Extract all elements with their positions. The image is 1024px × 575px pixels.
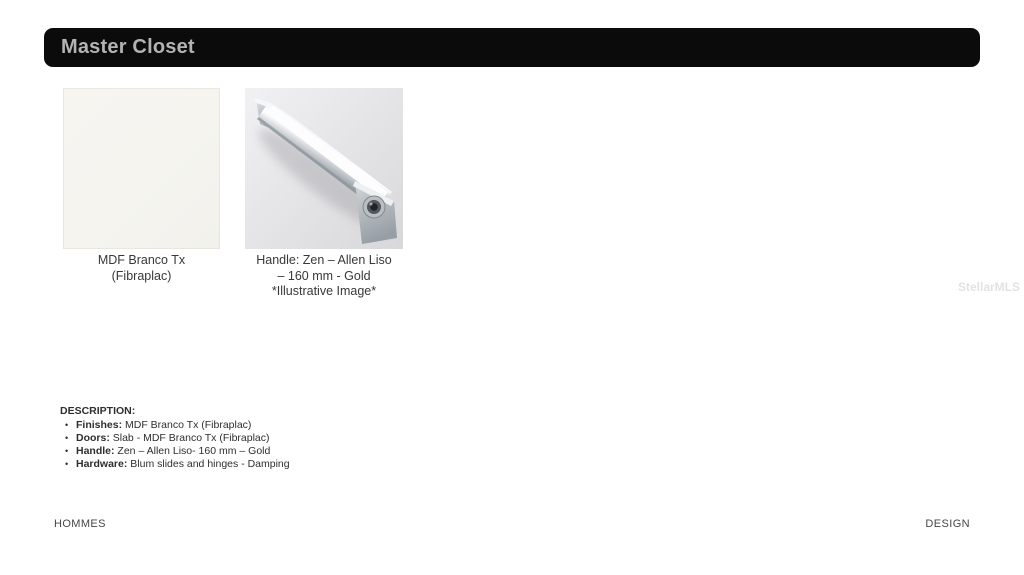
material-figure-handle xyxy=(245,88,403,249)
description-item-label: Doors: xyxy=(76,432,110,444)
handle-photo xyxy=(245,88,403,249)
handle-caption-line-1: Handle: Zen – Allen Liso xyxy=(256,253,392,267)
description-item-hardware xyxy=(60,458,290,471)
description-item-label: Handle: xyxy=(76,445,115,457)
mdf-swatch-image xyxy=(63,88,220,249)
footer-brand-right: DESIGN xyxy=(925,518,970,530)
description-item-finishes xyxy=(60,419,290,432)
swatch-caption-line-2: (Fibraplac) xyxy=(111,268,172,283)
handle-caption-line-3: *Illustrative Image* xyxy=(271,284,377,298)
bullet-icon: • xyxy=(65,433,69,443)
handle-caption xyxy=(236,253,412,300)
bullet-icon: • xyxy=(65,459,69,469)
description-item-doors xyxy=(60,432,290,445)
page-title: Master Closet xyxy=(61,36,195,58)
swatch-caption xyxy=(53,253,230,284)
description-heading: DESCRIPTION: xyxy=(60,405,136,417)
bullet-icon: • xyxy=(65,446,69,456)
material-figure-swatch xyxy=(63,88,220,249)
description-item-value: MDF Branco Tx (Fibraplac) xyxy=(122,419,252,431)
description-item-label: Hardware: xyxy=(76,458,128,470)
mls-watermark: StellarMLS xyxy=(957,280,1020,294)
description-item-handle xyxy=(60,445,290,458)
description-item-value: Blum slides and hinges - Damping xyxy=(127,458,290,470)
description-section xyxy=(60,405,290,471)
description-item-label: Finishes: xyxy=(76,419,123,431)
description-item-value: Slab - MDF Branco Tx (Fibraplac) xyxy=(109,432,270,444)
swatch-caption-line-1: MDF Branco Tx xyxy=(97,253,186,267)
description-item-value: Zen – Allen Liso- 160 mm – Gold xyxy=(114,445,271,457)
footer-brand-left: HOMMES xyxy=(54,518,106,530)
handle-caption-line-2: – 160 mm - Gold xyxy=(277,268,371,283)
header-bar xyxy=(44,28,980,67)
bullet-icon: • xyxy=(65,420,69,430)
handle-screw-glint xyxy=(370,203,373,206)
